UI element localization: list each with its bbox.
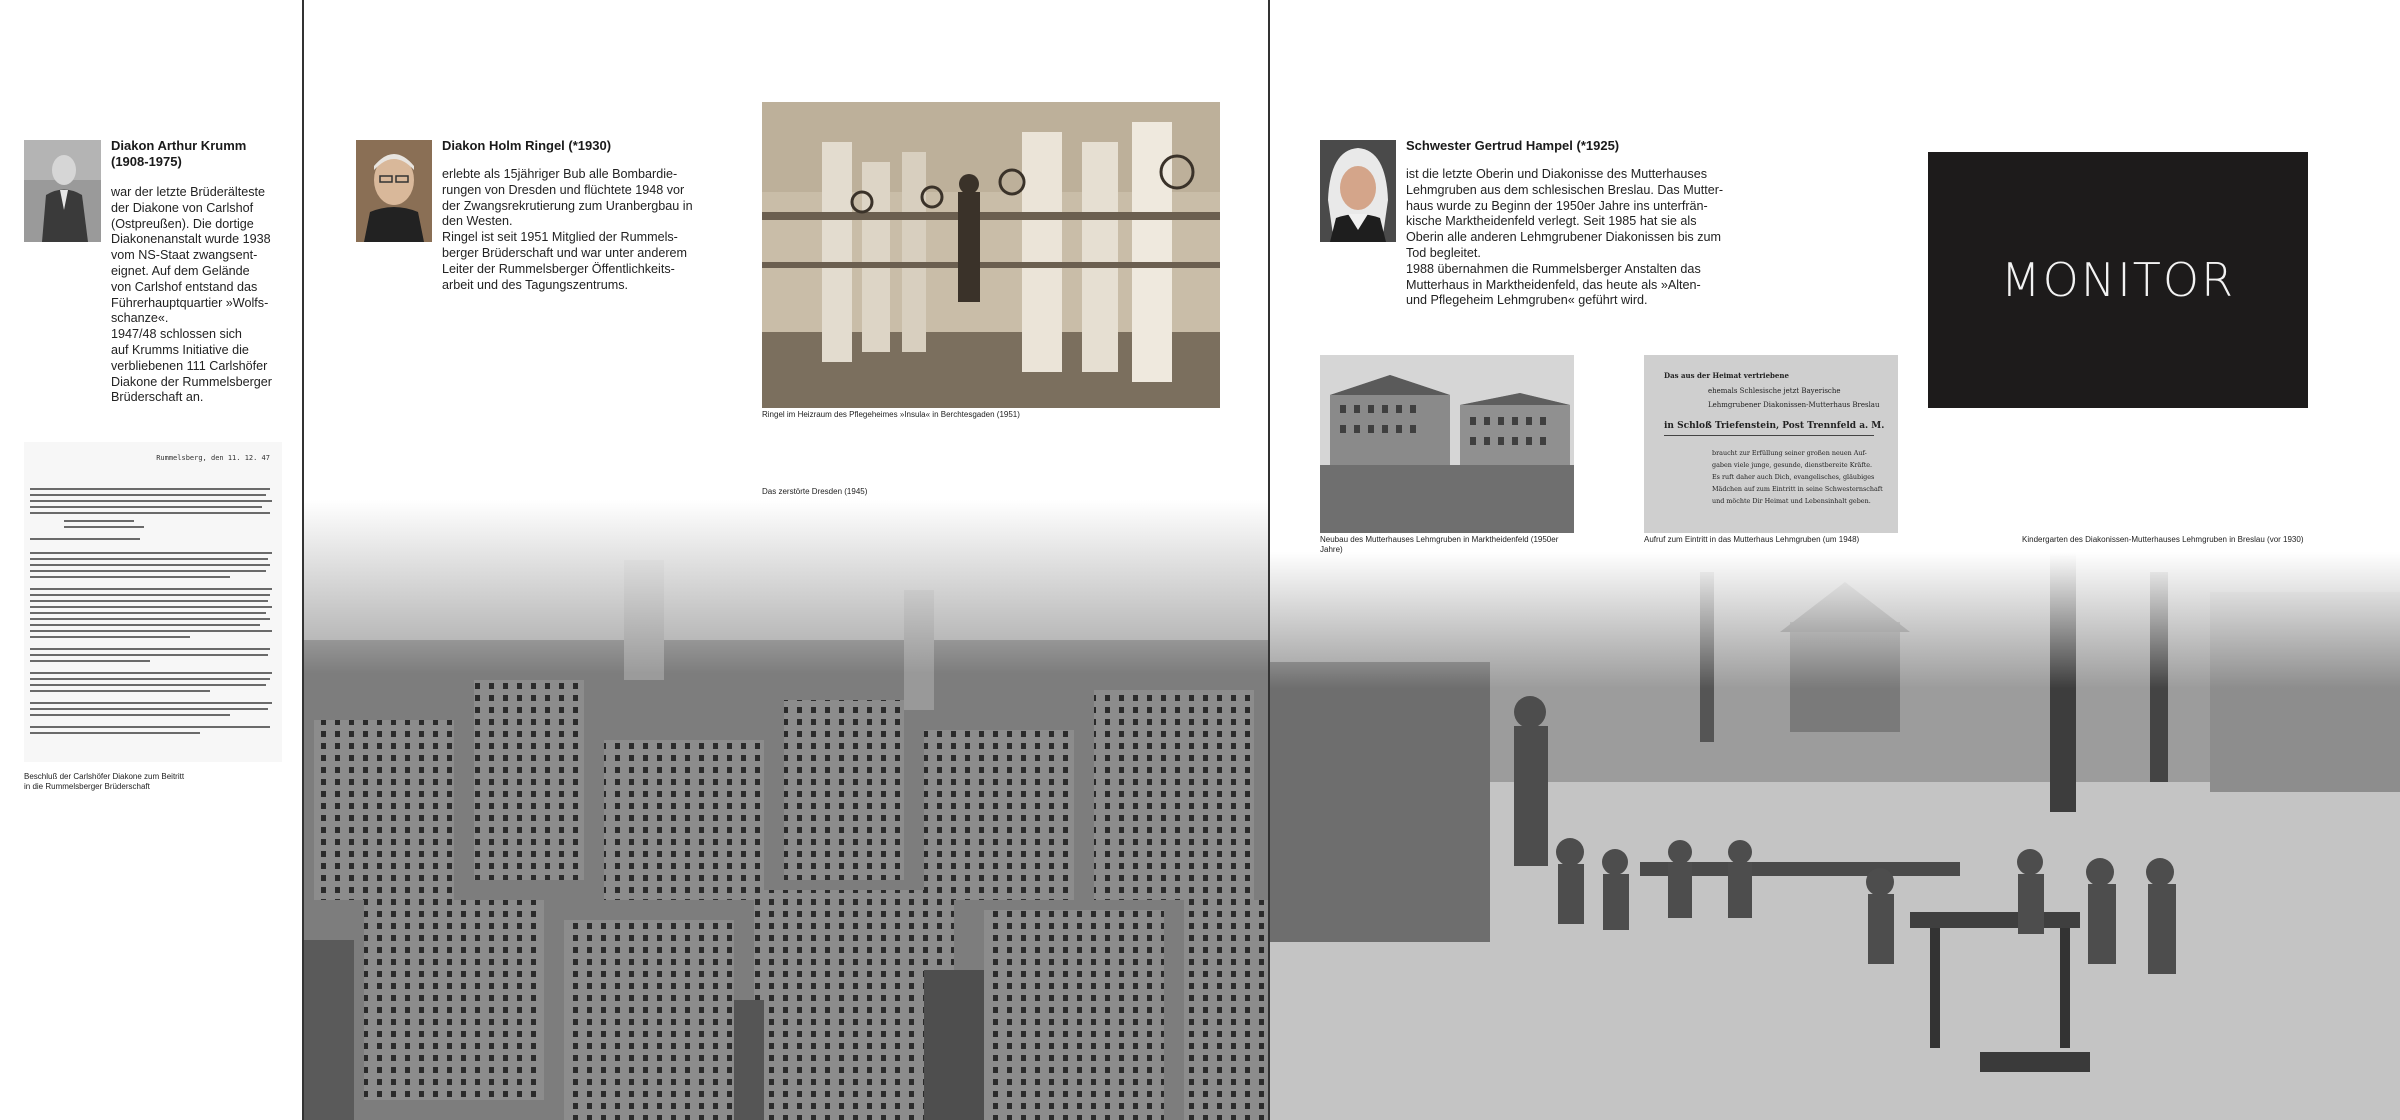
person-title: Diakon Arthur Krumm (1908-1975) (111, 138, 247, 169)
flyer-line: Es ruft daher auch Dich, evangelisches, gläubiges (1712, 473, 1875, 481)
dresden-caption: Das zerstörte Dresden (1945) (762, 487, 868, 496)
person-text: ist die letzte Oberin und Diakonisse des Mutterhauses Lehmgruben aus dem schlesischen Breslau. Das Mutter- haus wurde zu Beginn der 1950er Jahre ins unterfrän- kische Marktheidenfeld verlegt. Seit 1985 hat sie als Oberin alle anderen Lehmgrubener Diakonissen bis zum Tod begleitet. 1988 übernahmen die Rummelsberger Anstalten das Mutterhaus in Marktheidenfeld, das heute als »Alten- und Pflegeheim Lehmgruben« geführt wird. (1406, 167, 1724, 308)
mutterhaus-building-photo (1320, 355, 1574, 533)
kindergarten-photo (1270, 552, 2400, 1120)
portrait-arthur-krumm (24, 140, 101, 242)
building-caption: Neubau des Mutterhauses Lehmgruben in Marktheidenfeld (1950er Jahre) (1320, 535, 1559, 554)
monitor-label: MONITOR (2000, 253, 2236, 307)
document-date: Rummelsberg, den 11. 12. 47 (156, 454, 270, 462)
flyer-line: und möchte Dir Heimat und Lebensinhalt geben. (1712, 497, 1871, 505)
flyer-line: braucht zur Erfüllung seiner großen neuen Auf- (1712, 449, 1867, 457)
monitor-box (1928, 152, 2308, 408)
document-scan (24, 442, 282, 762)
dresden-ruins-photo (304, 500, 1270, 1120)
flyer-line: gaben viele junge, gesunde, dienstbereite Kräfte. (1712, 461, 1873, 469)
flyer-caption: Aufruf zum Eintritt in das Mutterhaus Lehmgruben (um 1948) (1644, 535, 1860, 544)
person-text: war der letzte Brüderälteste der Diakone von Carlshof (Ostpreußen). Die dortige Diakonenanstalt wurde 1938 vom NS-Staat zwangsent- eignet. Auf dem Gelände von Carlshof entstand das Führerhauptquartier »Wolfs- schanze«. 1947/48 schlossen sich auf Krumms Initiative die verbliebenen 111 Carlshöfer Diakone der Rummelsberger Brüderschaft an. (111, 185, 272, 405)
person-title: Diakon Holm Ringel (*1930) (442, 138, 612, 153)
flyer-line: in Schloß Triefenstein, Post Trennfeld a. M. (1664, 421, 1885, 431)
portrait-holm-ringel (356, 140, 432, 242)
boiler-room-photo (762, 102, 1220, 408)
person-title: Schwester Gertrud Hampel (*1925) (1406, 138, 1620, 153)
flyer-line: Das aus der Heimat vertriebene (1664, 371, 1789, 380)
flyer-line: ehemals Schlesische jetzt Bayerische (1708, 387, 1841, 395)
flyer-line: Mädchen auf zum Eintritt in seine Schwesternschaft (1712, 485, 1883, 493)
document-caption: Beschluß der Carlshöfer Diakone zum Beitritt in die Rummelsberger Brüderschaft (24, 772, 185, 791)
panel-right (1270, 0, 2400, 1120)
panel-left (0, 0, 304, 1120)
boiler-room-caption: Ringel im Heizraum des Pflegeheimes »Insula« in Berchtesgaden (1951) (762, 410, 1020, 419)
recruitment-flyer (1644, 355, 1898, 533)
kindergarten-caption: Kindergarten des Diakonissen-Mutterhauses Lehmgruben in Breslau (vor 1930) (2022, 535, 2304, 544)
panel-middle (304, 0, 1270, 1120)
portrait-gertrud-hampel (1320, 140, 1396, 242)
flyer-line: Lehmgrubener Diakonissen-Mutterhaus Breslau (1708, 401, 1880, 409)
person-text: erlebte als 15jähriger Bub alle Bombardie- rungen von Dresden und flüchtete 1948 vor der Zwangsrekrutierung zum Uranbergbau in den Westen. Ringel ist seit 1951 Mitglied der Rummels- berger Brüderschaft und war unter anderem Leiter der Rummelsberger Öffentlichkeits- arbeit und des Tagungszentrums. (442, 167, 693, 292)
